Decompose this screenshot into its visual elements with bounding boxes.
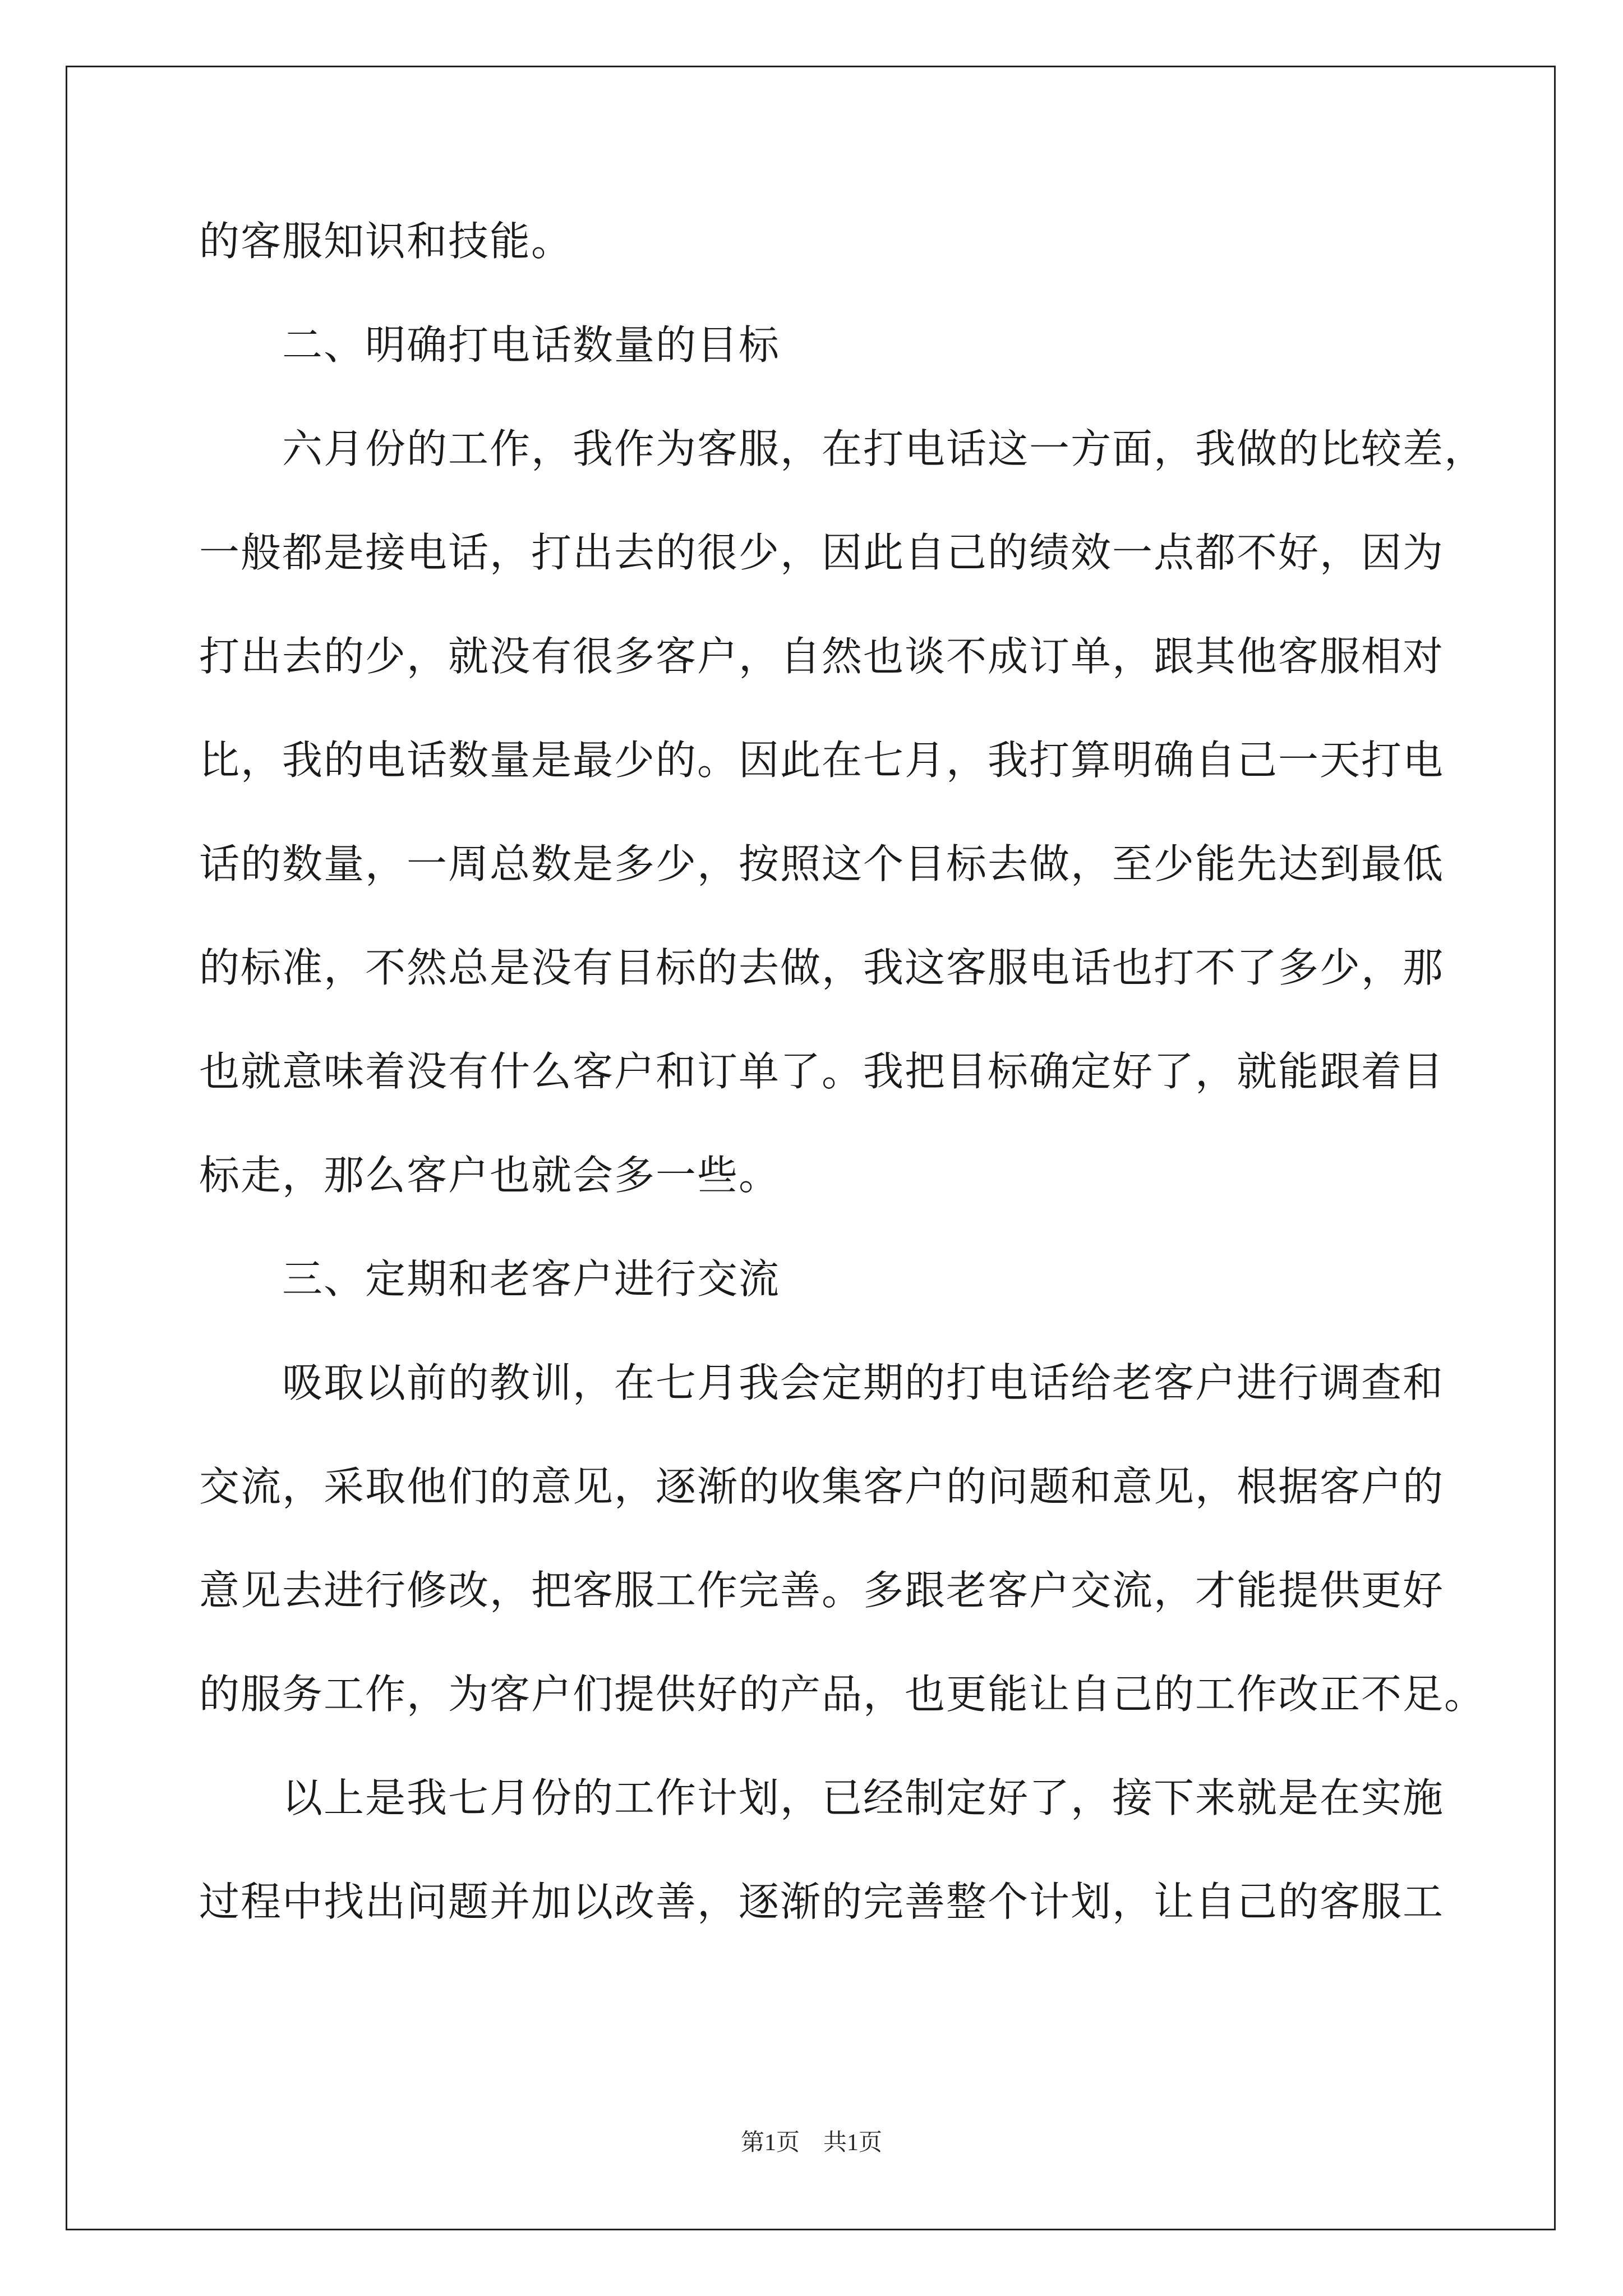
- section-heading: 二、明确打电话数量的目标: [282, 321, 781, 369]
- text-line: 一般都是接电话，打出去的很少，因此自己的绩效一点都不好，因为: [199, 529, 1445, 576]
- text-line: 打出去的少，就没有很多客户，自然也谈不成订单，跟其他客服相对: [199, 633, 1445, 680]
- text-line: 也就意味着没有什么客户和订单了。我把目标确定好了，就能跟着目: [199, 1048, 1445, 1095]
- text-line: 话的数量，一周总数是多少，按照这个目标去做，至少能先达到最低: [199, 840, 1445, 887]
- section-heading: 三、定期和老客户进行交流: [282, 1255, 781, 1303]
- text-line: 的客服知识和技能。: [199, 218, 573, 265]
- text-line: 以上是我七月份的工作计划，已经制定好了，接下来就是在实施: [282, 1774, 1445, 1821]
- text-line: 意见去进行修改，把客服工作完善。多跟老客户交流，才能提供更好: [199, 1567, 1445, 1614]
- page-number: 第1页 共1页: [740, 2130, 882, 2156]
- text-line: 交流，采取他们的意见，逐渐的收集客户的问题和意见，根据客户的: [199, 1463, 1445, 1510]
- text-line: 比，我的电话数量是最少的。因此在七月，我打算明确自己一天打电: [199, 737, 1445, 784]
- text-line: 的标准，不然总是没有目标的去做，我这客服电话也打不了多少，那: [199, 944, 1445, 991]
- text-line: 吸取以前的教训，在七月我会定期的打电话给老客户进行调查和: [282, 1359, 1445, 1406]
- text-line: 六月份的工作，我作为客服，在打电话这一方面，我做的比较差，: [282, 425, 1486, 472]
- text-line: 过程中找出问题并加以改善，逐渐的完善整个计划，让自己的客服工: [199, 1878, 1445, 1925]
- text-line: 的服务工作，为客户们提供好的产品，也更能让自己的工作改正不足。: [199, 1671, 1486, 1718]
- text-line: 标走，那么客户也就会多一些。: [199, 1152, 781, 1199]
